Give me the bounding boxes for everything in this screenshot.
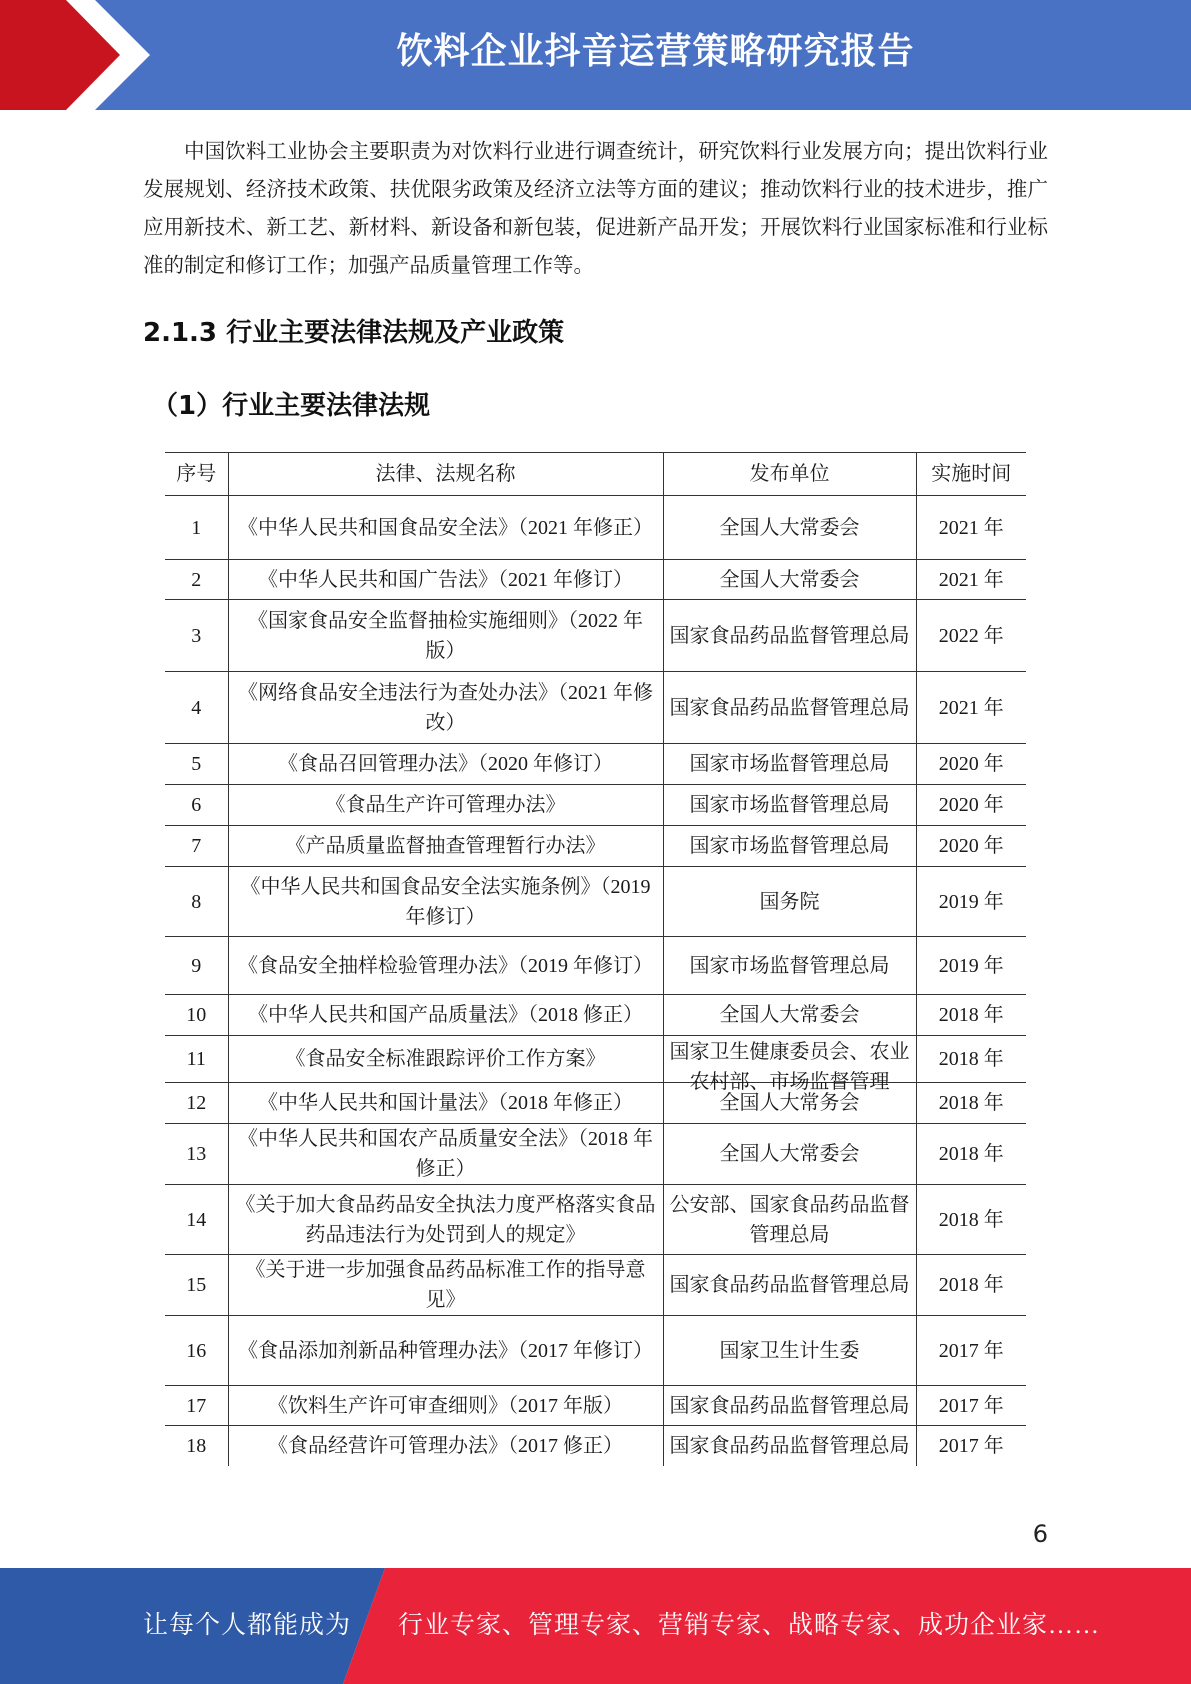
table-row (165, 1316, 1026, 1386)
cell-date: 2020 年 (916, 744, 1026, 785)
laws-table (165, 452, 1026, 1466)
cell-index: 8 (165, 867, 228, 937)
footer-slogan-left: 让每个人都能成为 (143, 1612, 352, 1639)
intro-paragraph: 中国饮料工业协会主要职责为对饮料行业进行调查统计，研究饮料行业发展方向；提出饮料行业发展规划、经济技术政策、扶优限劣政策及经济立法等方面的建议；推动饮料行业的技术进步，推广应用新技术、新工艺、新材料、新设备和新包装，促进新产品开发；开展饮料行业国家标准和行业标准的制定和修订工作；加强产品质量管理工作等。 (143, 141, 1048, 277)
cell-issuer: 国家市场监督管理总局 (663, 785, 916, 826)
cell-date: 2020 年 (916, 785, 1026, 826)
table-row (165, 1426, 1026, 1466)
page-number: 6 (1032, 1520, 1048, 1548)
cell-date: 2018 年 (916, 1185, 1026, 1255)
table-row (165, 496, 1026, 560)
cell-issuer: 全国人大常委会 (663, 560, 916, 600)
cell-law-name: 《饮料生产许可审查细则》（2017 年版） (228, 1386, 663, 1426)
cell-law-name: 《食品安全标准跟踪评价工作方案》 (228, 1036, 663, 1083)
table-row (165, 1185, 1026, 1255)
cell-date: 2018 年 (916, 1255, 1026, 1316)
cell-index: 14 (165, 1185, 228, 1255)
cell-issuer: 国家食品药品监督管理总局 (663, 1255, 916, 1316)
cell-issuer (663, 1036, 916, 1093)
cell-date: 2021 年 (916, 560, 1026, 600)
footer-banner (0, 1568, 1191, 1684)
cell-law-name: 《食品召回管理办法》（2020 年修订） (228, 744, 663, 785)
cell-issuer: 国家市场监督管理总局 (663, 937, 916, 995)
cell-issuer: 国家食品药品监督管理总局 (663, 1426, 916, 1466)
cell-index: 4 (165, 672, 228, 744)
cell-law-name: 《中华人民共和国农产品质量安全法》（2018 年修正） (228, 1124, 663, 1185)
header-banner (0, 0, 1191, 110)
cell-date: 2019 年 (916, 937, 1026, 995)
cell-issuer: 国家食品药品监督管理总局 (663, 672, 916, 744)
table-row (165, 867, 1026, 937)
cell-date: 2017 年 (916, 1426, 1026, 1466)
cell-date: 2019 年 (916, 867, 1026, 937)
cell-law-name: 《中华人民共和国食品安全法实施条例》（2019 年修订） (228, 867, 663, 937)
cell-date: 2018 年 (916, 1124, 1026, 1185)
cell-law-name: 《国家食品安全监督抽检实施细则》（2022 年版） (228, 600, 663, 672)
cell-index: 15 (165, 1255, 228, 1316)
cell-index: 2 (165, 560, 228, 600)
cell-issuer: 国家市场监督管理总局 (663, 826, 916, 867)
cell-issuer: 公安部、国家食品药品监督管理总局 (663, 1185, 916, 1255)
cell-issuer: 国家市场监督管理总局 (663, 744, 916, 785)
header-index: 序号 (165, 453, 228, 496)
cell-issuer: 全国人大常委会 (663, 496, 916, 560)
cell-issuer: 国家食品药品监督管理总局 (663, 600, 916, 672)
cell-law-name: 《产品质量监督抽查管理暂行办法》 (228, 826, 663, 867)
table-row (165, 937, 1026, 995)
cell-index: 13 (165, 1124, 228, 1185)
cell-index: 9 (165, 937, 228, 995)
cell-law-name: 《关于加大食品药品安全执法力度严格落实食品药品违法行为处罚到人的规定》 (228, 1185, 663, 1255)
cell-law-name: 《食品安全抽样检验管理办法》（2019 年修订） (228, 937, 663, 995)
cell-date: 2017 年 (916, 1316, 1026, 1386)
header-issuer: 发布单位 (663, 453, 916, 496)
cell-law-name: 《食品添加剂新品种管理办法》（2017 年修订） (228, 1316, 663, 1386)
header-arrow-icon (0, 0, 160, 110)
table-row (165, 600, 1026, 672)
table-row (165, 1386, 1026, 1426)
cell-law-name: 《食品经营许可管理办法》（2017 修正） (228, 1426, 663, 1466)
table-row (165, 826, 1026, 867)
cell-index: 11 (165, 1036, 228, 1083)
sub-heading: （1）行业主要法律法规 (152, 391, 431, 421)
cell-index: 7 (165, 826, 228, 867)
cell-date: 2018 年 (916, 1036, 1026, 1083)
table-row (165, 1036, 1026, 1083)
table-row (165, 744, 1026, 785)
table-row (165, 995, 1026, 1036)
table-row (165, 785, 1026, 826)
cell-law-name: 《关于进一步加强食品药品标准工作的指导意见》 (228, 1255, 663, 1316)
cell-issuer: 全国人大常务会 (663, 1083, 916, 1124)
header-law-name: 法律、法规名称 (228, 453, 663, 496)
cell-index: 16 (165, 1316, 228, 1386)
cell-index: 6 (165, 785, 228, 826)
cell-index: 17 (165, 1386, 228, 1426)
cell-law-name: 《中华人民共和国产品质量法》（2018 修正） (228, 995, 663, 1036)
cell-date: 2022 年 (916, 600, 1026, 672)
header-effective-date: 实施时间 (916, 453, 1026, 496)
cell-index: 1 (165, 496, 228, 560)
cell-date: 2017 年 (916, 1386, 1026, 1426)
cell-issuer-text: 国家卫生健康委员会、农业农村部、市场监督管理 (669, 1041, 910, 1093)
cell-date: 2020 年 (916, 826, 1026, 867)
table-row (165, 1124, 1026, 1185)
cell-date: 2021 年 (916, 496, 1026, 560)
cell-index: 5 (165, 744, 228, 785)
cell-index: 18 (165, 1426, 228, 1466)
cell-date: 2018 年 (916, 1083, 1026, 1124)
cell-index: 12 (165, 1083, 228, 1124)
cell-issuer: 全国人大常委会 (663, 995, 916, 1036)
cell-law-name: 《中华人民共和国计量法》（2018 年修正） (228, 1083, 663, 1124)
cell-date: 2021 年 (916, 672, 1026, 744)
table-header-row (165, 453, 1026, 496)
cell-law-name: 《食品生产许可管理办法》 (228, 785, 663, 826)
section-heading: 2.1.3 行业主要法律法规及产业政策 (143, 318, 565, 348)
cell-issuer: 全国人大常委会 (663, 1124, 916, 1185)
table-row (165, 560, 1026, 600)
table-row (165, 1255, 1026, 1316)
cell-law-name: 《中华人民共和国食品安全法》（2021 年修正） (228, 496, 663, 560)
footer-slogan-right: 行业专家、管理专家、营销专家、战略专家、成功企业家…… (398, 1612, 1101, 1639)
cell-issuer: 国家卫生计生委 (663, 1316, 916, 1386)
cell-issuer: 国务院 (663, 867, 916, 937)
cell-index: 3 (165, 600, 228, 672)
report-title: 饮料企业抖音运营策略研究报告 (396, 31, 915, 72)
cell-index: 10 (165, 995, 228, 1036)
cell-date: 2018 年 (916, 995, 1026, 1036)
table-row (165, 1083, 1026, 1124)
cell-issuer: 国家食品药品监督管理总局 (663, 1386, 916, 1426)
cell-law-name: 《网络食品安全违法行为查处办法》（2021 年修改） (228, 672, 663, 744)
table-row (165, 672, 1026, 744)
cell-law-name: 《中华人民共和国广告法》（2021 年修订） (228, 560, 663, 600)
